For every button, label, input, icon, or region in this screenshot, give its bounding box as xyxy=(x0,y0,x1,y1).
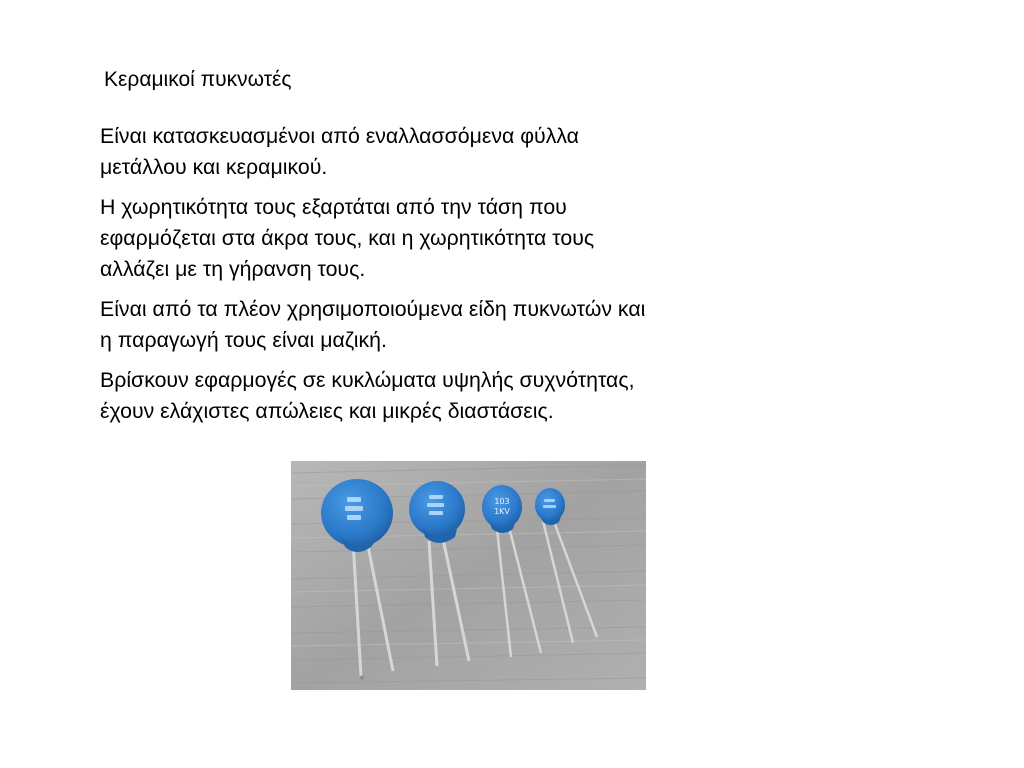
paragraph-applications: Βρίσκουν εφαρμογές σε κυκλώματα υψηλής συχνότητας, έχουν ελάχιστες απώλειες και μικρές διαστάσεις. xyxy=(100,368,635,423)
ceramic-capacitors-photo xyxy=(291,461,646,690)
paragraph-capacitance: Η χωρητικότητα τους εξαρτάται από την τάση που εφαρμόζεται στα άκρα τους, και η χωρητικότητα τους αλλάζει με τη γήρανση τους. xyxy=(100,195,595,281)
capacitor-marking-value: 103 xyxy=(494,497,510,506)
paragraph-usage: Είναι από τα πλέον χρησιμοποιούμενα είδη πυκνωτών και η παραγωγή τους είναι μαζική. xyxy=(100,297,646,352)
slide-body xyxy=(100,121,800,436)
capacitor-marking-voltage: 1KV xyxy=(494,507,510,516)
slide-title: Κεραμικοί πυκνωτές xyxy=(104,68,292,91)
paragraph-construction: Είναι κατασκευασμένοι από εναλλασσόμενα φύλλα μετάλλου και κεραμικού. xyxy=(100,124,579,179)
